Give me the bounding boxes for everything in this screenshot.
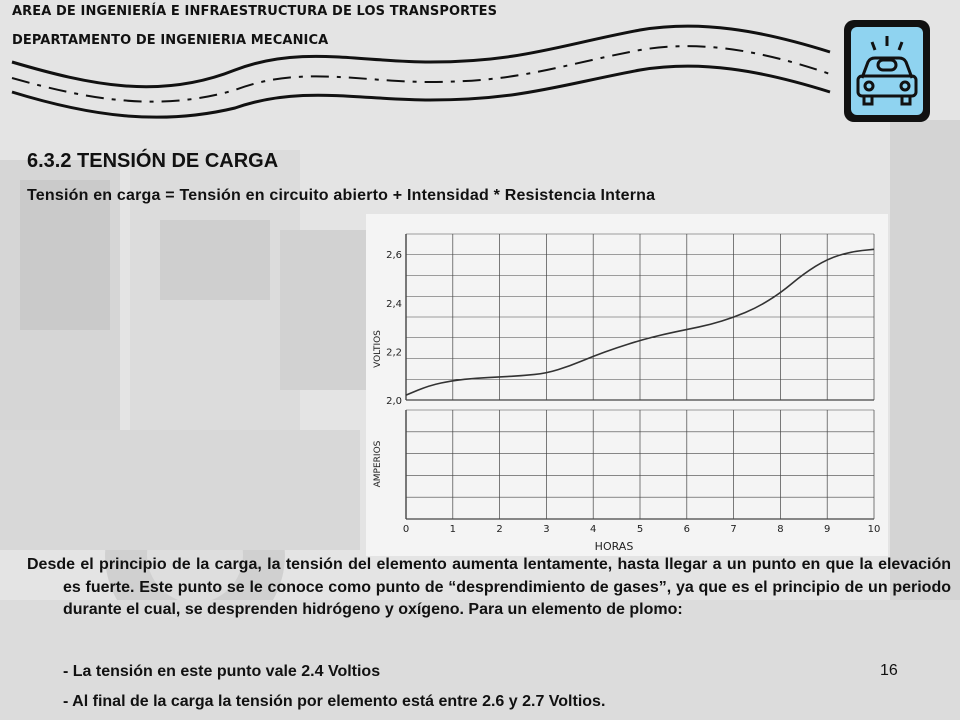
y-axis-label-voltios: VOLTIOS xyxy=(373,330,383,368)
x-tick-label: 10 xyxy=(867,524,881,535)
road-banner xyxy=(0,0,840,120)
section-title: 6.3.2 TENSIÓN DE CARGA xyxy=(27,150,279,172)
car-logo xyxy=(842,18,932,124)
header-line-2: DEPARTAMENTO DE INGENIERIA MECANICA xyxy=(12,33,329,48)
bullet-2: - Al final de la carga la tensión por elemento está entre 2.6 y 2.7 Voltios. xyxy=(63,693,606,710)
x-tick-label: 0 xyxy=(402,524,410,535)
y-tick-label: 2,0 xyxy=(386,396,402,407)
x-tick-label: 7 xyxy=(730,524,737,535)
x-tick-label: 3 xyxy=(543,524,550,535)
x-tick-label: 4 xyxy=(590,524,597,535)
voltage-chart xyxy=(366,214,888,556)
x-tick-label: 5 xyxy=(636,524,644,535)
page-number: 16 xyxy=(880,662,898,679)
y-tick-label: 2,2 xyxy=(386,347,402,359)
header-line-1: AREA DE INGENIERÍA E INFRAESTRUCTURA DE LOS TRANSPORTES xyxy=(12,4,498,19)
x-tick-label: 9 xyxy=(824,524,831,535)
x-tick-label: 2 xyxy=(496,524,503,535)
x-tick-label: 6 xyxy=(683,524,690,535)
y-axis-label-amperios: AMPERIOS xyxy=(373,440,383,488)
x-axis-label: HORAS xyxy=(594,540,634,553)
body-paragraph xyxy=(27,554,951,622)
x-tick-label: 1 xyxy=(449,524,456,535)
formula-text: Tensión en carga = Tensión en circuito abierto + Intensidad * Resistencia Interna xyxy=(27,187,656,204)
y-tick-label: 2,4 xyxy=(386,298,402,310)
bullet-1: - La tensión en este punto vale 2.4 Voltios xyxy=(63,663,381,680)
y-tick-label: 2,6 xyxy=(386,250,402,262)
x-tick-label: 8 xyxy=(777,524,784,535)
paragraph-text: Desde el principio de la carga, la tensión del elemento aumenta lentamente, hasta llegar a un punto en que la elevación es fuerte. Este punto se le conoce como punto de “desprendimiento de gases”, ya que es el principio de un periodo durante el cual, se desprenden hidrógeno y oxígeno. Para un elemento de plomo: xyxy=(27,556,951,618)
